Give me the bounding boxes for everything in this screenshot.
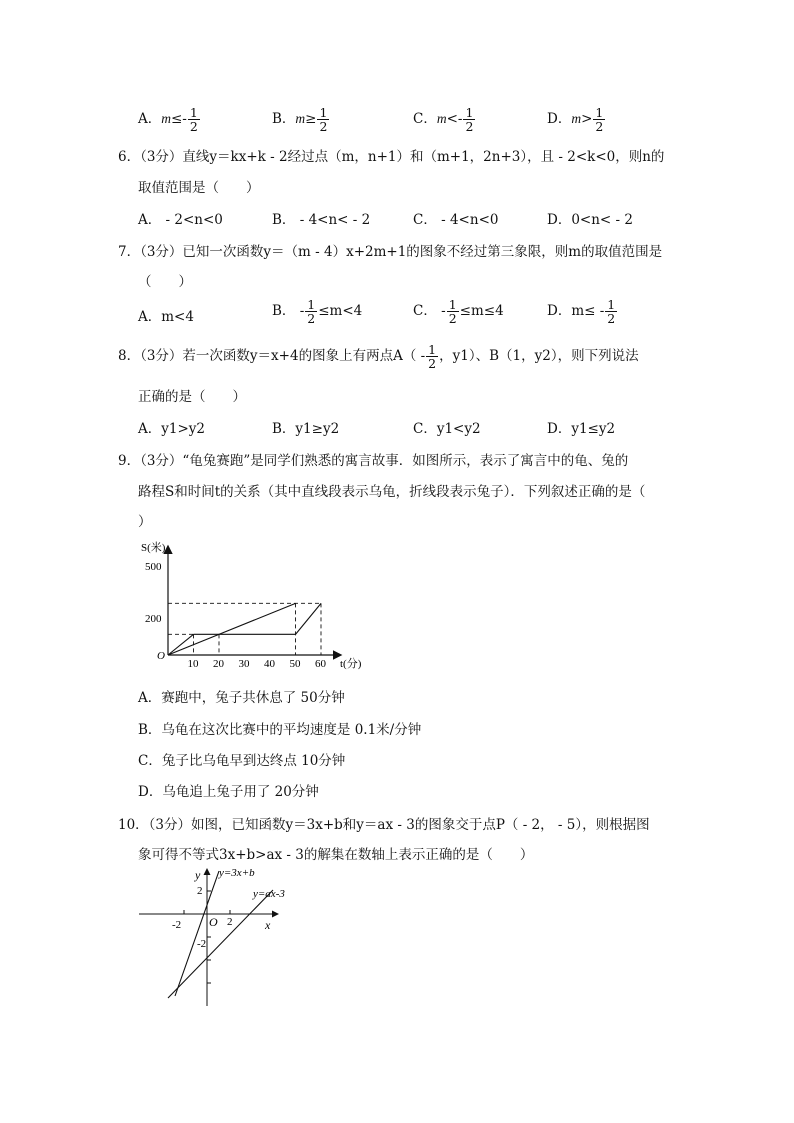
option-relation: >	[581, 111, 593, 127]
x-ticks	[188, 658, 327, 670]
y-tick-2: 2	[197, 885, 203, 897]
q10-graph	[135, 866, 295, 1011]
fraction-den: 2	[428, 356, 437, 371]
x-tick-neg2: -2	[172, 919, 182, 931]
origin-label: O	[157, 650, 165, 662]
x-tick-label: 40	[264, 658, 275, 670]
q10-stem-line2: 象可得不等式3x+b>ax - 3的解集在数轴上表示正确的是（ ）	[138, 847, 534, 863]
line2-label: y=ax-3	[253, 888, 285, 900]
fraction	[605, 298, 617, 325]
q9-option-d[interactable]: D．乌龟追上兔子用了 20分钟	[138, 784, 319, 800]
q7-option-d[interactable]	[547, 298, 618, 325]
q7-option-c[interactable]	[413, 298, 504, 325]
x-tick-label: 30	[238, 658, 250, 670]
q5-option-d[interactable]	[547, 106, 606, 133]
stem-text: 8．（3分）若一次函数y＝x+4的图象上有两点A（ -	[118, 348, 426, 364]
origin-label: O	[209, 915, 218, 929]
fraction-den: 2	[189, 119, 198, 134]
x-axis-label: t(分)	[340, 658, 362, 670]
q7-option-a[interactable]: A．m<4	[138, 309, 194, 325]
option-relation: ≥	[305, 111, 317, 127]
fraction-num: 1	[465, 105, 474, 120]
q6-option-b[interactable]: B． - 4<n< - 2	[272, 212, 371, 228]
q6-stem-line2: 取值范围是（ ）	[138, 180, 260, 196]
option-text: B． -	[272, 303, 305, 319]
q8-stem-line1	[118, 343, 639, 370]
fraction-num: 1	[607, 297, 616, 312]
x-tick-label: 60	[315, 658, 326, 670]
race-chart	[135, 537, 405, 672]
fraction-num: 1	[595, 105, 604, 120]
option-text: ≤m≤4	[459, 303, 504, 319]
fraction-num: 1	[319, 105, 328, 120]
fraction	[463, 106, 475, 133]
q10-stem-line1: 10．（3分）如图，已知函数y＝3x+b和y＝ax - 3的图象交于点P（ - 2， - 5），则根据图	[118, 817, 650, 833]
option-text: ≤m<4	[318, 303, 363, 319]
fraction-num: 1	[189, 105, 198, 120]
chart-series	[168, 603, 321, 655]
fraction	[305, 298, 317, 325]
hare-segment	[168, 634, 194, 655]
q8-stem-line2: 正确的是（ ）	[138, 389, 246, 405]
q6-option-a[interactable]: A． - 2<n<0	[138, 212, 223, 228]
q9-option-c[interactable]: C．兔子比乌龟早到达终点 10分钟	[138, 753, 346, 769]
fraction-den: 2	[607, 311, 616, 326]
x-tick-label: 50	[289, 658, 301, 670]
option-var: m	[295, 111, 306, 126]
x-axis-label: x	[265, 918, 271, 932]
q5-option-b[interactable]	[272, 106, 330, 133]
tortoise-segment	[168, 603, 296, 655]
q9-option-a[interactable]: A．赛跑中，兔子共休息了 50分钟	[138, 690, 345, 706]
option-text: D．m≤ -	[547, 303, 605, 319]
q9-stem-line2: 路程S和时间t的关系（其中直线段表示乌龟，折线段表示兔子）．下列叙述正确的是（	[138, 484, 646, 500]
q9-option-b[interactable]: B．乌龟在这次比赛中的平均速度是 0.1米/分钟	[138, 722, 422, 738]
y-axis-label: S(米)	[141, 542, 166, 554]
x-tick-label: 20	[213, 658, 224, 670]
fraction-den: 2	[595, 119, 604, 134]
option-var: m	[571, 111, 582, 126]
fraction-den: 2	[465, 119, 474, 134]
fraction-den: 2	[448, 311, 457, 326]
y-tick-500: 500	[145, 561, 162, 573]
x-tick-2: 2	[227, 916, 233, 928]
y-tick-200: 200	[145, 613, 162, 625]
q9-stem-line1: 9．（3分）“龟兔赛跑”是同学们熟悉的寓言故事．如图所示，表示了寓言中的龟、兔的	[118, 453, 629, 469]
option-relation: <-	[446, 111, 463, 127]
line1-label: y=3x+b	[219, 867, 255, 879]
x-tick-label: 10	[187, 658, 199, 670]
q6-option-c[interactable]: C． - 4<n<0	[413, 212, 499, 228]
q7-stem-line2: （ ）	[138, 274, 192, 290]
fraction-den: 2	[319, 119, 328, 134]
q5-option-a[interactable]	[138, 106, 201, 133]
fraction	[317, 106, 329, 133]
fraction	[447, 298, 459, 325]
q6-stem-line1: 6．（3分）直线y＝kx+k - 2经过点（m，n+1）和（m+1，2n+3），且 - 2<k<0，则n的	[118, 149, 665, 165]
q5-option-c[interactable]	[413, 106, 476, 133]
fraction	[426, 343, 438, 370]
q6-option-d[interactable]: D．0<n< - 2	[547, 212, 633, 228]
option-label: A．	[138, 111, 162, 127]
q8-option-d[interactable]: D．y1≤y2	[547, 421, 616, 437]
fraction-num: 1	[448, 297, 457, 312]
y-tick-neg2: -2	[197, 938, 207, 950]
fraction-num: 1	[428, 342, 437, 357]
option-var: m	[161, 111, 171, 126]
fraction-num: 1	[307, 297, 316, 312]
q9-stem-line3: ）	[138, 514, 152, 530]
stem-text: ，y1）、B（1，y2），则下列说法	[439, 348, 639, 364]
hare-segment	[296, 603, 322, 634]
fraction	[188, 106, 200, 133]
fraction-den: 2	[307, 311, 316, 326]
option-label: C．	[413, 111, 437, 127]
q8-option-c[interactable]: C．y1<y2	[413, 421, 481, 437]
option-relation: ≤-	[171, 111, 187, 127]
q7-stem-line1: 7．（3分）已知一次函数y＝（m - 4）x+2m+1的图象不经过第三象限，则m的取值范围是	[118, 244, 663, 260]
y-axis-label: y	[195, 868, 201, 882]
option-var: m	[436, 111, 447, 126]
option-label: B．	[272, 111, 296, 127]
option-text: C． -	[413, 303, 446, 319]
q7-option-b[interactable]	[272, 298, 362, 325]
q8-option-b[interactable]: B．y1≥y2	[272, 421, 340, 437]
fraction	[593, 106, 605, 133]
option-label: D．	[547, 111, 572, 127]
line-ax-minus-3	[168, 890, 273, 998]
q8-option-a[interactable]: A．y1>y2	[138, 421, 205, 437]
